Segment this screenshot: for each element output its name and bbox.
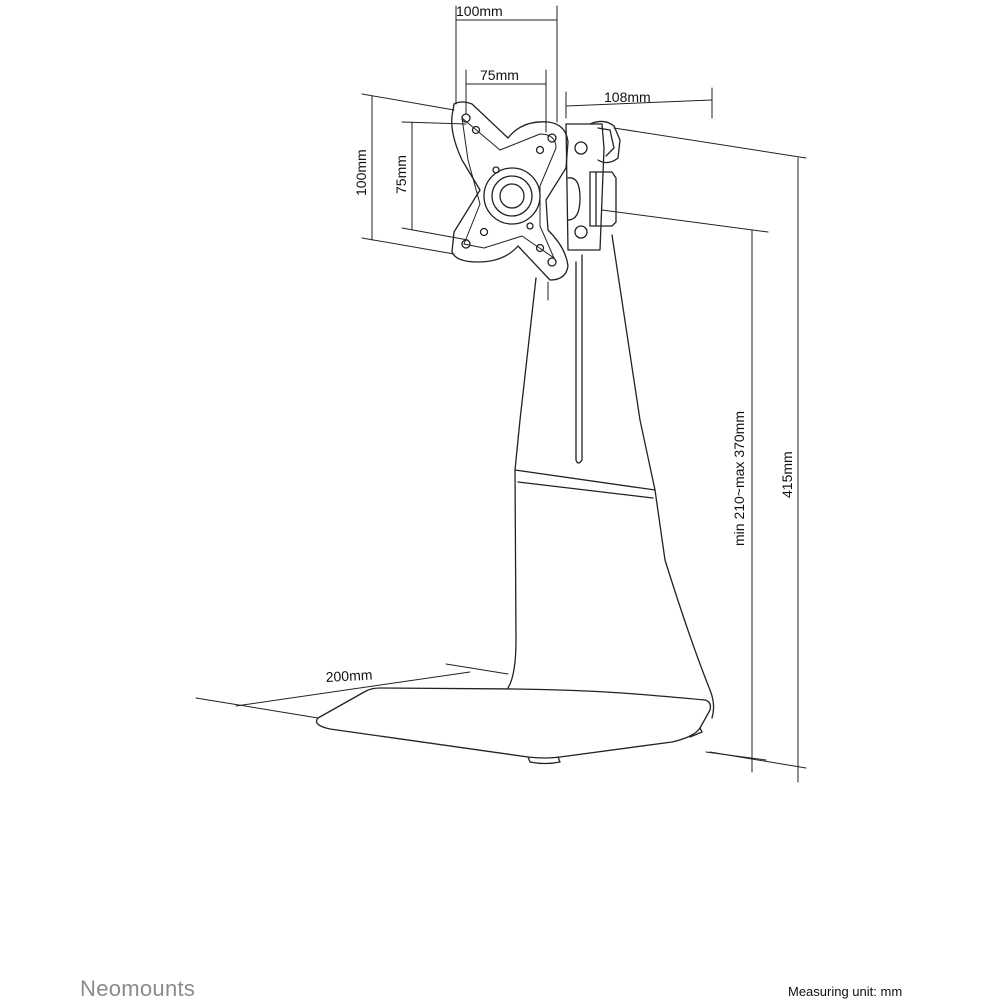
mount-bracket xyxy=(566,121,620,250)
depth-label: 108mm xyxy=(604,89,651,105)
base-width-label: 200mm xyxy=(325,666,373,685)
dimension-lines xyxy=(196,6,806,782)
vesa-plate xyxy=(452,102,568,280)
total-height-label: 415mm xyxy=(779,451,795,498)
measuring-unit-note: Measuring unit: mm xyxy=(788,984,903,999)
vesa-outer-width-label: 100mm xyxy=(456,3,503,19)
vesa-inner-height-label: 75mm xyxy=(393,155,409,194)
base-plate xyxy=(317,688,711,764)
brand-logo-text: Neomounts xyxy=(80,976,196,1001)
vesa-outer-height-label: 100mm xyxy=(353,149,369,196)
stand-column xyxy=(508,235,714,718)
height-range-label: min 210~max 370mm xyxy=(731,410,747,546)
vesa-inner-width-label: 75mm xyxy=(480,67,519,83)
